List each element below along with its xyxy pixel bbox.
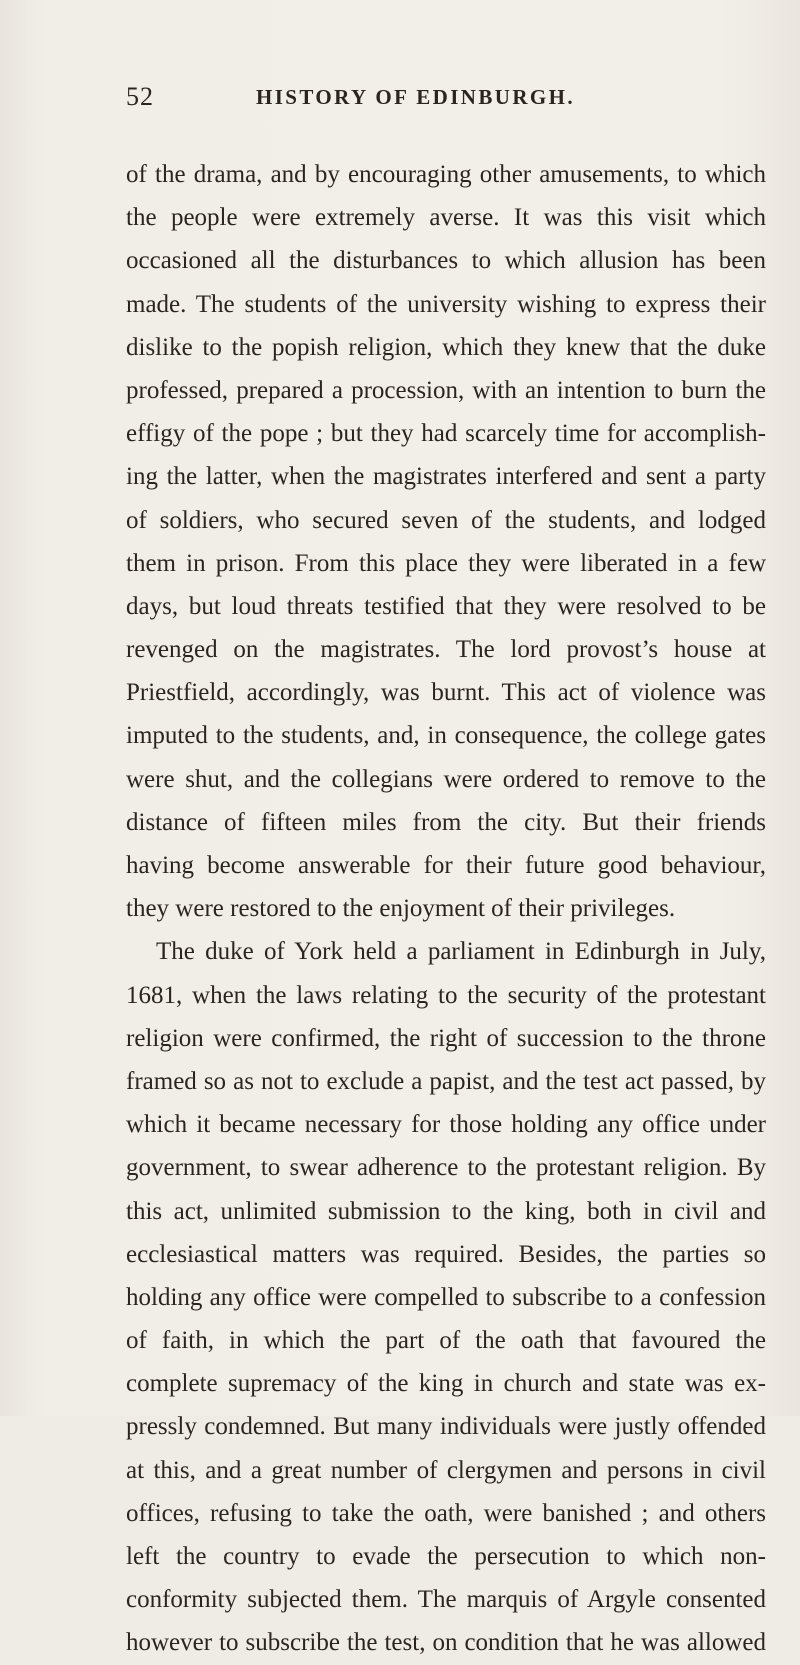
text-line: of the drama, and by encouraging other amusements, to which bbox=[126, 161, 766, 188]
text-line: revenged on the magistrates. The lord provost’s house at bbox=[126, 636, 766, 664]
text-line: Priestfield, accordingly, was burnt. This act of violence was bbox=[126, 679, 766, 707]
text-line: holding any office were compelled to subscribe to a confession bbox=[126, 1283, 766, 1311]
text-line: effigy of the pope ; but they had scarcely time for accomplish- bbox=[126, 420, 766, 448]
page-header bbox=[126, 82, 766, 122]
text-line: ecclesiastical matters was required. Besides, the parties so bbox=[126, 1240, 766, 1268]
body-text bbox=[126, 153, 766, 1665]
text-line: framed so as not to exclude a papist, and the test act passed, by bbox=[126, 1067, 766, 1095]
text-line: offices, refusing to take the oath, were banished ; and others bbox=[126, 1499, 766, 1527]
text-line: imputed to the students, and, in consequence, the college gates bbox=[126, 722, 766, 750]
text-line: however to subscribe the test, on condition that he was allowed bbox=[126, 1629, 766, 1657]
text-line: of soldiers, who secured seven of the students, and lodged bbox=[126, 506, 766, 534]
text-line: left the country to evade the persecution to which non- bbox=[126, 1543, 766, 1570]
text-line: conformity subjected them. The marquis of Argyle consented bbox=[126, 1586, 766, 1614]
text-line: the people were extremely averse. It was this visit which bbox=[126, 204, 766, 232]
text-line: at this, and a great number of clergymen and persons in civil bbox=[126, 1456, 766, 1484]
text-line: dislike to the popish religion, which they knew that the duke bbox=[126, 333, 766, 361]
text-line: of faith, in which the part of the oath that favoured the bbox=[126, 1327, 766, 1355]
text-line: made. The students of the university wishing to express their bbox=[126, 290, 766, 318]
page-number: 52 bbox=[126, 82, 154, 111]
text-line: professed, prepared a procession, with an intention to burn the bbox=[126, 376, 766, 404]
text-line: 1681, when the laws relating to the security of the protestant bbox=[126, 981, 766, 1009]
text-line: having become answerable for their future good behaviour, bbox=[126, 852, 766, 879]
text-line: complete supremacy of the king in church and state was ex- bbox=[126, 1370, 766, 1398]
text-line: ing the latter, when the magistrates interfered and sent a party bbox=[126, 463, 766, 491]
text-line: distance of fifteen miles from the city. But their friends bbox=[126, 808, 766, 836]
text-line: government, to swear adherence to the protestant religion. By bbox=[126, 1154, 766, 1182]
text-line: this act, unlimited submission to the king, both in civil and bbox=[126, 1197, 766, 1225]
paragraph-end-line: they were restored to the enjoyment of their privileges. bbox=[126, 895, 676, 923]
text-line: which it became necessary for those holding any office under bbox=[126, 1111, 766, 1139]
text-line: pressly condemned. But many individuals were justly offended bbox=[126, 1413, 766, 1441]
text-line: religion were confirmed, the right of succession to the throne bbox=[126, 1024, 766, 1052]
paragraph-start-line: The duke of York held a parliament in Edinburgh in July, bbox=[156, 938, 766, 966]
text-line: them in prison. From this place they were liberated in a few bbox=[126, 549, 766, 577]
running-head: HISTORY OF EDINBURGH. bbox=[256, 85, 576, 109]
text-line: days, but loud threats testified that they were resolved to be bbox=[126, 592, 766, 620]
text-line: were shut, and the collegians were ordered to remove to the bbox=[126, 765, 766, 793]
text-line: occasioned all the disturbances to which allusion has been bbox=[126, 247, 766, 275]
